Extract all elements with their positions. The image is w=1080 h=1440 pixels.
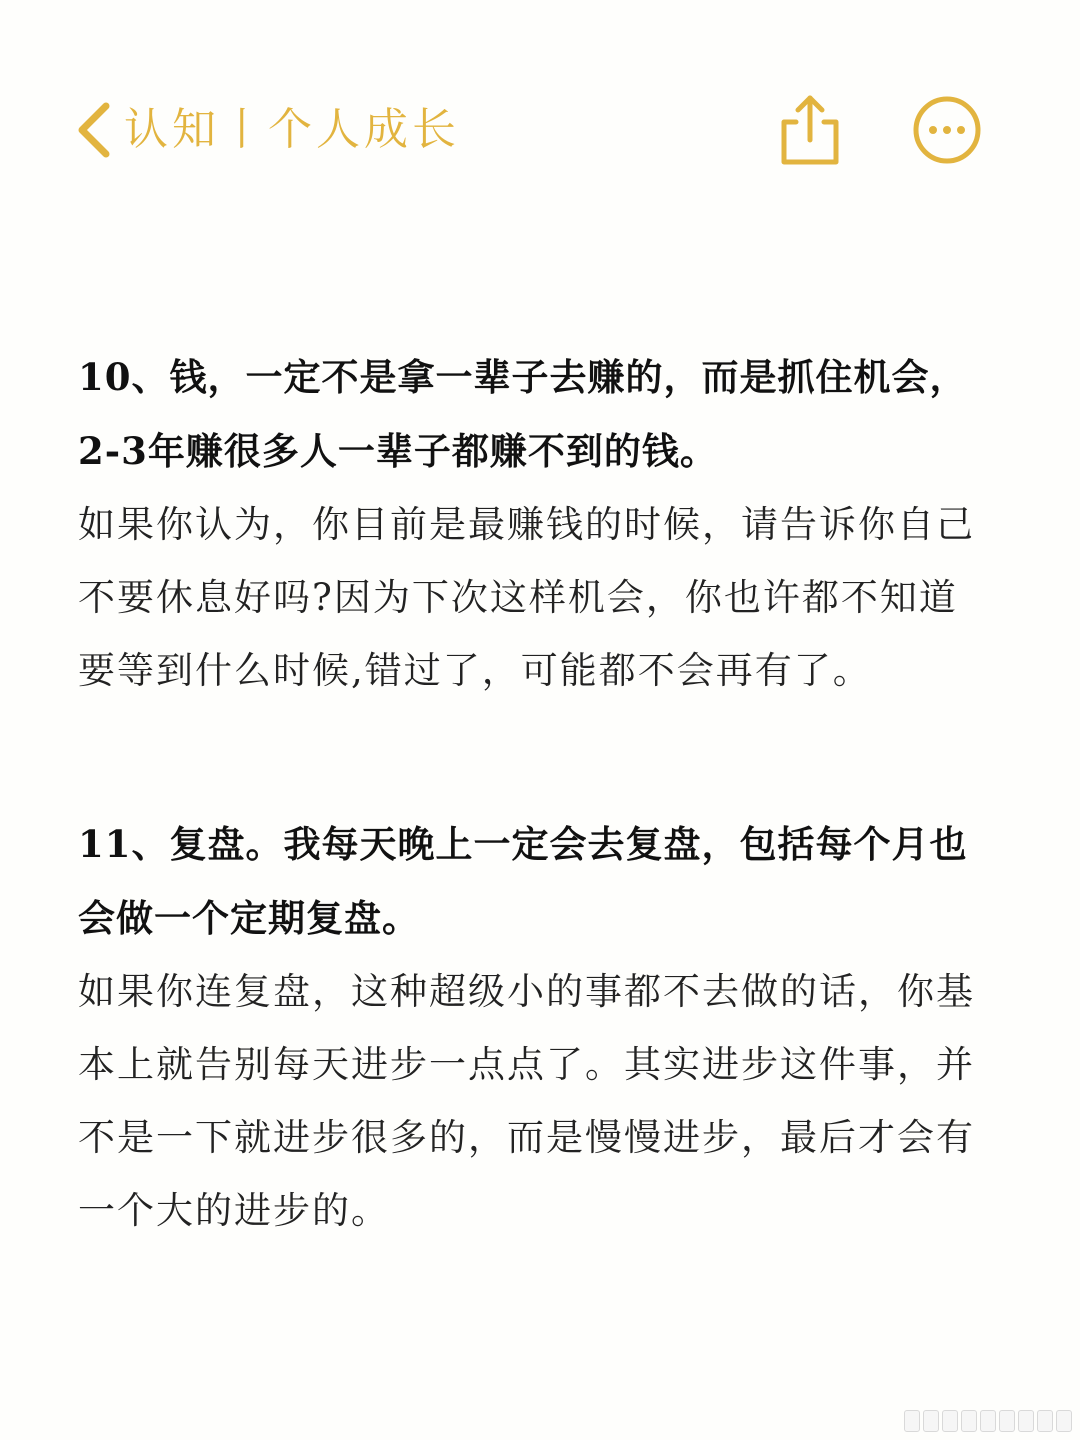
page-dot bbox=[980, 1410, 996, 1432]
page-dot bbox=[923, 1410, 939, 1432]
section-body: 如果你连复盘，这种超级小的事都不去做的话，你基本上就告别每天进步一点点了。其实进步这件事，并不是一下就进步很多的，而是慢慢进步，最后才会有一个大的进步的。 bbox=[78, 970, 975, 1232]
section-heading: 10、钱，一定不是拿一辈子去赚的，而是抓住机会，2-3年赚很多人一辈子都赚不到的钱。 bbox=[78, 355, 968, 473]
note-section-10 bbox=[78, 340, 988, 707]
note-section-11 bbox=[78, 807, 988, 1247]
more-horizontal-icon[interactable] bbox=[912, 95, 982, 165]
page-dot bbox=[1056, 1410, 1072, 1432]
page-dot bbox=[942, 1410, 958, 1432]
page-dot bbox=[961, 1410, 977, 1432]
note-content bbox=[78, 340, 988, 1247]
page-dot bbox=[904, 1410, 920, 1432]
nav-bar bbox=[0, 88, 1080, 172]
chevron-left-icon bbox=[74, 100, 116, 160]
page-dot bbox=[999, 1410, 1015, 1432]
page-indicator bbox=[904, 1410, 1072, 1432]
page-dot bbox=[1018, 1410, 1034, 1432]
section-heading: 11、复盘。我每天晚上一定会去复盘，包括每个月也会做一个定期复盘。 bbox=[78, 822, 968, 940]
back-button[interactable] bbox=[74, 88, 460, 172]
section-body: 如果你认为，你目前是最赚钱的时候，请告诉你自己不要休息好吗?因为下次这样机会，你也许都不知道要等到什么时候,错过了，可能都不会再有了。 bbox=[78, 503, 975, 692]
share-icon[interactable] bbox=[774, 92, 846, 168]
nav-title: 认知丨个人成长 bbox=[124, 104, 460, 155]
page-dot bbox=[1037, 1410, 1053, 1432]
